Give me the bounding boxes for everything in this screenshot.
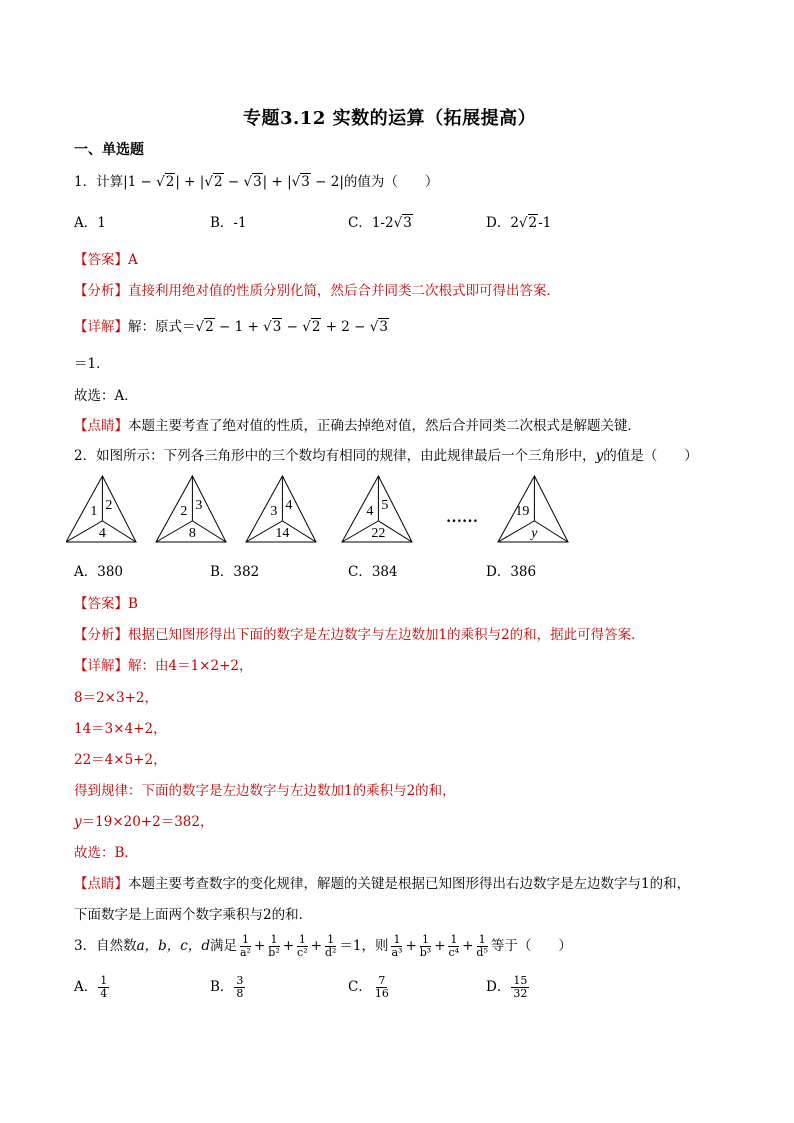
q2-analysis: 【分析】根据已知图形得出下面的数字是左边数字与左边数加1的乘积与2的和，据此可得答案． [74,627,645,643]
triangle-left-number: 2 [180,503,188,519]
q3-option-b[interactable]: B． $\frac{3}{8}$ [210,974,244,1000]
triangle-bottom-number: y [531,525,538,541]
q2-detail: 【详解】解：由4＝1×2+2， [74,658,253,674]
q1-detail: 【详解】解：原式＝√2 − 1 + √3 − √2 + 2 − √3 [74,319,388,335]
triangle-figure [66,472,586,544]
triangle-left-number: 3 [270,503,278,519]
q1-choose: 故选：A． [74,388,138,404]
ellipsis: …… [446,509,478,526]
q2-detail-rule: 得到规律：下面的数字是左边数字与左边数加1的乘积与2的和， [74,783,456,799]
q3-option-a[interactable]: A． $\frac{1}{4}$ [74,974,108,1000]
triangle-bottom-number: 22 [371,525,386,541]
q3-option-d[interactable]: D． $\frac{15}{32}$ [486,974,528,1000]
fraction: $\frac{1}{\text{a²}}$ [240,933,251,959]
q2-detail-line: 22＝4×5+2， [74,752,167,768]
triangle-left-number: 1 [90,503,98,519]
triangle-bottom-number: 14 [275,525,290,541]
q2-detail-line: 14＝3×4+2， [74,721,167,737]
q1-detail-result: ＝1． [74,356,110,372]
triangle-left-number: 19 [515,503,530,519]
q1-stem: 1．计算|1 − √2| + |√2 − √3| + |√3 − 2|的值为（ ） [74,174,439,190]
q1-analysis: 【分析】直接利用绝对值的性质分别化简，然后合并同类二次根式即可得出答案． [74,283,560,299]
fraction: $\frac{1}{\text{d⁵}}$ [476,933,488,959]
fraction: $\frac{1}{\text{a³}}$ [391,933,403,959]
q2-option-a[interactable]: A．380 [74,564,124,580]
q2-stem: 2．如图所示：下列各三角形中的三个数均有相同的规律，由此规律最后一个三角形中，y的值是（ ） [74,448,698,464]
q2-option-b[interactable]: B．382 [210,564,260,580]
q1-option-a[interactable]: A．1 [74,215,106,231]
page-title: 专题3.12 实数的运算（拓展提高） [243,108,537,129]
q2-choose: 故选：B． [74,845,138,861]
q1-option-d[interactable]: D．2√2-1 [486,215,552,231]
q1-comment: 【点睛】本题主要考查了绝对值的性质，正确去掉绝对值，然后合并同类二次根式是解题关键． [74,418,641,434]
q1-answer: 【答案】A [74,252,138,268]
q2-option-d[interactable]: D．386 [486,564,537,580]
q2-comment-line2: 下面数字是上面两个数字乘积与2的和． [74,907,313,923]
q1-option-c[interactable]: C．1-2√3 [348,215,412,231]
section-heading: 一、单选题 [74,142,144,158]
q2-detail-line: 8＝2×3+2， [74,690,158,706]
triangle-right-number: 4 [285,497,293,513]
q3-option-c[interactable]: C． $\frac{7}{16}$ [348,974,389,1000]
triangle-bottom-number: 4 [98,525,106,541]
fraction: $\frac{1}{\text{d²}}$ [324,933,337,959]
fraction: $\frac{1}{\text{b²}}$ [268,933,280,959]
q2-answer: 【答案】B [74,596,138,612]
fraction: $\frac{1}{\text{c²}}$ [297,933,308,959]
q2-comment: 【点睛】本题主要考查数字的变化规律，解题的关键是根据已知图形得出右边数字是左边数字与1的和， [74,876,691,892]
triangle-right-number: 5 [381,497,389,513]
q2-option-c[interactable]: C．384 [348,564,398,580]
triangle-left-number: 4 [366,503,374,519]
fraction: $\frac{1}{\text{c⁴}}$ [448,933,460,959]
q1-option-b[interactable]: B．-1 [210,215,247,231]
triangle-right-number: 2 [105,497,113,513]
triangle-right-number: 3 [195,497,203,513]
triangle-bottom-number: 8 [188,525,196,541]
q3-stem: 3．自然数a，b，c，d满足 $\frac{1}{\text{a²}}$ + $\frac{1}{\text{b²}}$ + $\frac{1}{\text{c²}}$ + $\frac{1}{\text{d²}}$ ＝1，则 $\frac{1}{\text{a³}}$ + $\frac{1}{\text{b³}}$ + $\frac{1}{\text{c⁴}}$ + $\frac{1}{\text{d⁵}}$ 等于（ ） [74,933,572,959]
fraction: $\frac{1}{\text{b³}}$ [419,933,432,959]
q2-detail-result: y＝19×20+2＝382， [74,814,214,830]
